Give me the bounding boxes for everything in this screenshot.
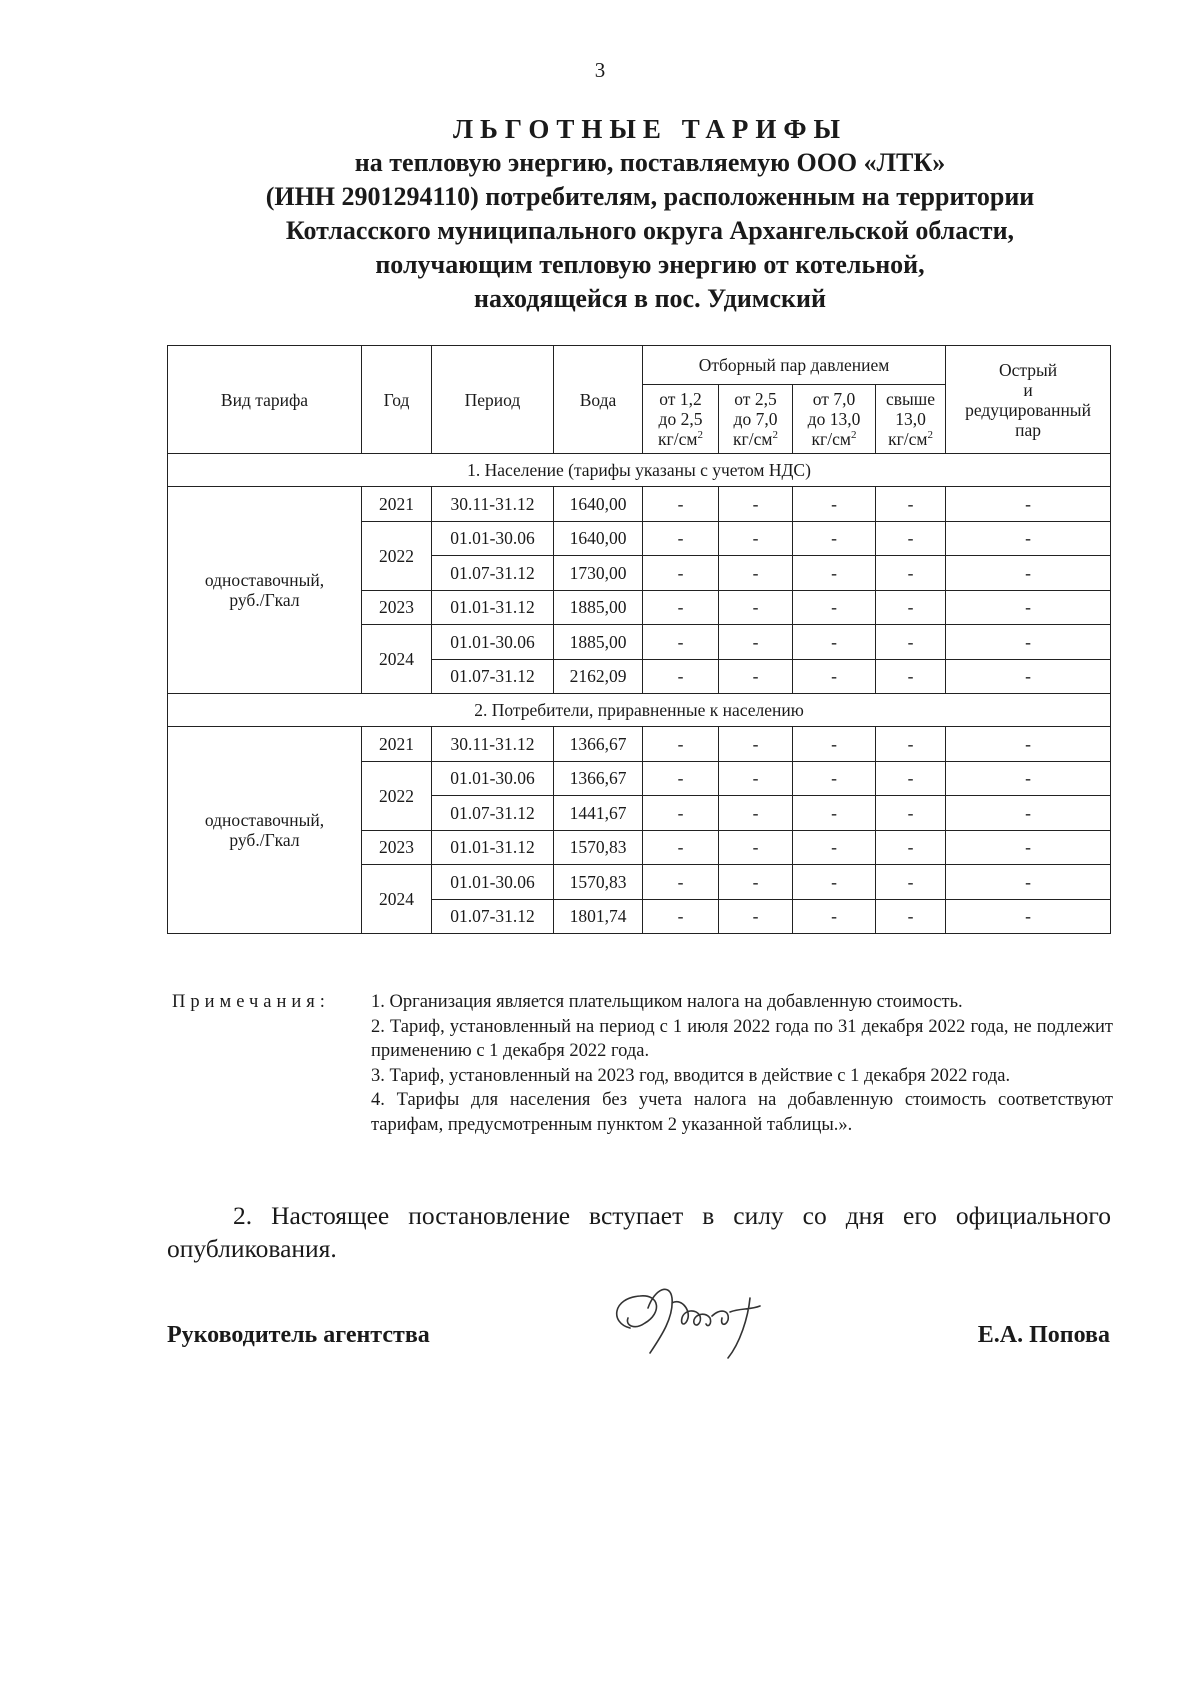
steam-4-cell: - xyxy=(876,487,946,522)
year-cell: 2021 xyxy=(362,487,432,522)
header-unit xyxy=(795,429,873,449)
header-line: до 13,0 xyxy=(807,409,861,429)
water-cell: 1640,00 xyxy=(554,521,643,556)
unit-text: кг/см xyxy=(811,429,851,449)
header-water: Вода xyxy=(554,346,643,454)
period-cell: 01.01-31.12 xyxy=(432,590,554,625)
steam-4-cell: - xyxy=(876,796,946,831)
header-line: от 2,5 xyxy=(734,389,777,409)
note-item: 3. Тариф, установленный на 2023 год, вводится в действие с 1 декабря 2022 года. xyxy=(371,1065,1011,1086)
steam-3-cell: - xyxy=(793,796,876,831)
steam-4-cell: - xyxy=(876,590,946,625)
tariff-type-line: руб./Гкал xyxy=(229,590,300,610)
notes-list xyxy=(371,990,1113,1137)
period-cell: 30.11-31.12 xyxy=(432,727,554,762)
tariff-type-cell xyxy=(168,487,362,694)
sharp-steam-cell: - xyxy=(946,761,1111,796)
period-cell: 01.07-31.12 xyxy=(432,899,554,934)
steam-2-cell: - xyxy=(719,556,793,591)
steam-4-cell: - xyxy=(876,625,946,660)
title-main: ЛЬГОТНЫЕ ТАРИФЫ xyxy=(452,114,848,144)
sharp-steam-cell: - xyxy=(946,796,1111,831)
year-cell: 2024 xyxy=(362,625,432,694)
steam-2-cell: - xyxy=(719,659,793,694)
header-steam-3 xyxy=(793,385,876,454)
steam-1-cell: - xyxy=(643,625,719,660)
header-steam-1 xyxy=(643,385,719,454)
note-item: 4. Тарифы для населения без учета налога на добавленную стоимость соответствуют тарифам, предусмотренным пунктом 2 указанной таблицы.». xyxy=(371,1090,1113,1135)
steam-2-cell: - xyxy=(719,761,793,796)
header-steam-2 xyxy=(719,385,793,454)
steam-2-cell: - xyxy=(719,830,793,865)
steam-4-cell: - xyxy=(876,761,946,796)
steam-2-cell: - xyxy=(719,796,793,831)
header-unit xyxy=(645,429,716,449)
steam-2-cell: - xyxy=(719,727,793,762)
steam-2-cell: - xyxy=(719,899,793,934)
unit-exp: 2 xyxy=(772,429,778,442)
steam-3-cell: - xyxy=(793,830,876,865)
clause-text: 2. Настоящее постановление вступает в силу со дня его официального опубликования. xyxy=(167,1201,1111,1263)
note-item: 2. Тариф, установленный на период с 1 июля 2022 года по 31 декабря 2022 года, не подлежит применению с 1 декабря 2022 года. xyxy=(371,1016,1113,1061)
steam-4-cell: - xyxy=(876,521,946,556)
sharp-steam-cell: - xyxy=(946,865,1111,900)
year-cell: 2022 xyxy=(362,761,432,830)
steam-1-cell: - xyxy=(643,556,719,591)
sharp-steam-cell: - xyxy=(946,487,1111,522)
period-cell: 01.07-31.12 xyxy=(432,659,554,694)
sharp-steam-cell: - xyxy=(946,625,1111,660)
title-line: находящейся в пос. Удимский xyxy=(473,284,826,313)
note-item: 1. Организация является плательщиком налога на добавленную стоимость. xyxy=(371,992,963,1012)
year-cell: 2022 xyxy=(362,521,432,590)
header-unit xyxy=(878,429,943,449)
title-line: Котласского муниципального округа Архангельской области, xyxy=(285,216,1015,245)
period-cell: 01.07-31.12 xyxy=(432,556,554,591)
period-cell: 01.01-30.06 xyxy=(432,521,554,556)
steam-4-cell: - xyxy=(876,556,946,591)
steam-2-cell: - xyxy=(719,590,793,625)
title-line: (ИНН 2901294110) потребителям, расположенным на территории xyxy=(265,182,1035,211)
steam-4-cell: - xyxy=(876,659,946,694)
section-title: 1. Население (тарифы указаны с учетом НДС) xyxy=(168,454,1111,487)
period-cell: 01.01-31.12 xyxy=(432,830,554,865)
header-line: от 1,2 xyxy=(659,389,702,409)
period-cell: 01.07-31.12 xyxy=(432,796,554,831)
header-sharp-line: Острый xyxy=(998,359,1058,380)
header-line: свыше xyxy=(886,389,936,409)
water-cell: 1366,67 xyxy=(554,761,643,796)
water-cell: 1801,74 xyxy=(554,899,643,934)
unit-text: кг/см xyxy=(733,429,773,449)
steam-1-cell: - xyxy=(643,487,719,522)
header-tariff-type: Вид тарифа xyxy=(168,346,362,454)
tariff-table xyxy=(167,345,1111,934)
document-title xyxy=(100,112,1200,316)
steam-1-cell: - xyxy=(643,727,719,762)
sharp-steam-cell: - xyxy=(946,830,1111,865)
water-cell: 1730,00 xyxy=(554,556,643,591)
tariff-type-line: одноставочный, xyxy=(204,810,325,830)
header-year: Год xyxy=(362,346,432,454)
notes-label: Примечания: xyxy=(172,992,330,1012)
water-cell: 2162,09 xyxy=(554,659,643,694)
header-sharp-line: и xyxy=(1023,379,1033,400)
unit-exp: 2 xyxy=(927,429,933,442)
water-cell: 1640,00 xyxy=(554,487,643,522)
steam-2-cell: - xyxy=(719,865,793,900)
period-cell: 01.01-30.06 xyxy=(432,761,554,796)
header-sharp-line: пар xyxy=(1015,419,1041,440)
header-line: от 7,0 xyxy=(812,389,856,409)
water-cell: 1570,83 xyxy=(554,865,643,900)
period-cell: 30.11-31.12 xyxy=(432,487,554,522)
title-line: на тепловую энергию, поставляемую ООО «ЛТК» xyxy=(354,148,946,177)
year-cell: 2023 xyxy=(362,830,432,865)
steam-2-cell: - xyxy=(719,487,793,522)
steam-1-cell: - xyxy=(643,899,719,934)
water-cell: 1366,67 xyxy=(554,727,643,762)
sharp-steam-cell: - xyxy=(946,659,1111,694)
steam-4-cell: - xyxy=(876,865,946,900)
steam-1-cell: - xyxy=(643,521,719,556)
steam-1-cell: - xyxy=(643,590,719,625)
steam-1-cell: - xyxy=(643,865,719,900)
header-period: Период xyxy=(432,346,554,454)
unit-exp: 2 xyxy=(697,429,703,442)
sharp-steam-cell: - xyxy=(946,727,1111,762)
water-cell: 1885,00 xyxy=(554,625,643,660)
page-number: 3 xyxy=(594,58,606,82)
steam-3-cell: - xyxy=(793,521,876,556)
steam-3-cell: - xyxy=(793,865,876,900)
title-line: получающим тепловую энергию от котельной, xyxy=(375,250,925,279)
year-cell: 2021 xyxy=(362,727,432,762)
water-cell: 1570,83 xyxy=(554,830,643,865)
sharp-steam-cell: - xyxy=(946,556,1111,591)
sharp-steam-cell: - xyxy=(946,899,1111,934)
year-cell: 2024 xyxy=(362,865,432,934)
header-sharp-line: редуцированный xyxy=(965,399,1091,420)
header-line: до 2,5 xyxy=(658,409,703,429)
steam-3-cell: - xyxy=(793,625,876,660)
signatory-name: Е.А. Попова xyxy=(977,1322,1110,1348)
water-cell: 1885,00 xyxy=(554,590,643,625)
tariff-type-cell xyxy=(168,727,362,934)
steam-3-cell: - xyxy=(793,487,876,522)
steam-3-cell: - xyxy=(793,899,876,934)
steam-3-cell: - xyxy=(793,727,876,762)
signature-image xyxy=(600,1268,790,1368)
steam-1-cell: - xyxy=(643,830,719,865)
clause-paragraph xyxy=(167,1199,1111,1265)
table-row xyxy=(168,487,1111,522)
tariff-type-line: одноставочный, xyxy=(204,570,325,590)
steam-1-cell: - xyxy=(643,761,719,796)
period-cell: 01.01-30.06 xyxy=(432,625,554,660)
steam-4-cell: - xyxy=(876,727,946,762)
signatory-position: Руководитель агентства xyxy=(167,1322,430,1348)
table-row xyxy=(168,727,1111,762)
sharp-steam-cell: - xyxy=(946,590,1111,625)
steam-1-cell: - xyxy=(643,659,719,694)
steam-3-cell: - xyxy=(793,761,876,796)
header-line: 13,0 xyxy=(895,409,926,429)
header-steam-4 xyxy=(876,385,946,454)
steam-4-cell: - xyxy=(876,830,946,865)
header-line: до 7,0 xyxy=(733,409,778,429)
unit-text: кг/см xyxy=(888,429,928,449)
year-cell: 2023 xyxy=(362,590,432,625)
steam-3-cell: - xyxy=(793,659,876,694)
section-title: 2. Потребители, приравненные к населению xyxy=(168,694,1111,727)
header-unit xyxy=(721,429,790,449)
tariff-type-line: руб./Гкал xyxy=(229,830,300,850)
unit-exp: 2 xyxy=(850,429,857,442)
period-cell: 01.01-30.06 xyxy=(432,865,554,900)
steam-3-cell: - xyxy=(793,556,876,591)
steam-3-cell: - xyxy=(793,590,876,625)
steam-1-cell: - xyxy=(643,796,719,831)
steam-2-cell: - xyxy=(719,521,793,556)
header-sharp-steam xyxy=(946,346,1111,454)
steam-2-cell: - xyxy=(719,625,793,660)
water-cell: 1441,67 xyxy=(554,796,643,831)
header-steam-group: Отборный пар давлением xyxy=(643,346,946,385)
unit-text: кг/см xyxy=(658,429,698,449)
sharp-steam-cell: - xyxy=(946,521,1111,556)
steam-4-cell: - xyxy=(876,899,946,934)
